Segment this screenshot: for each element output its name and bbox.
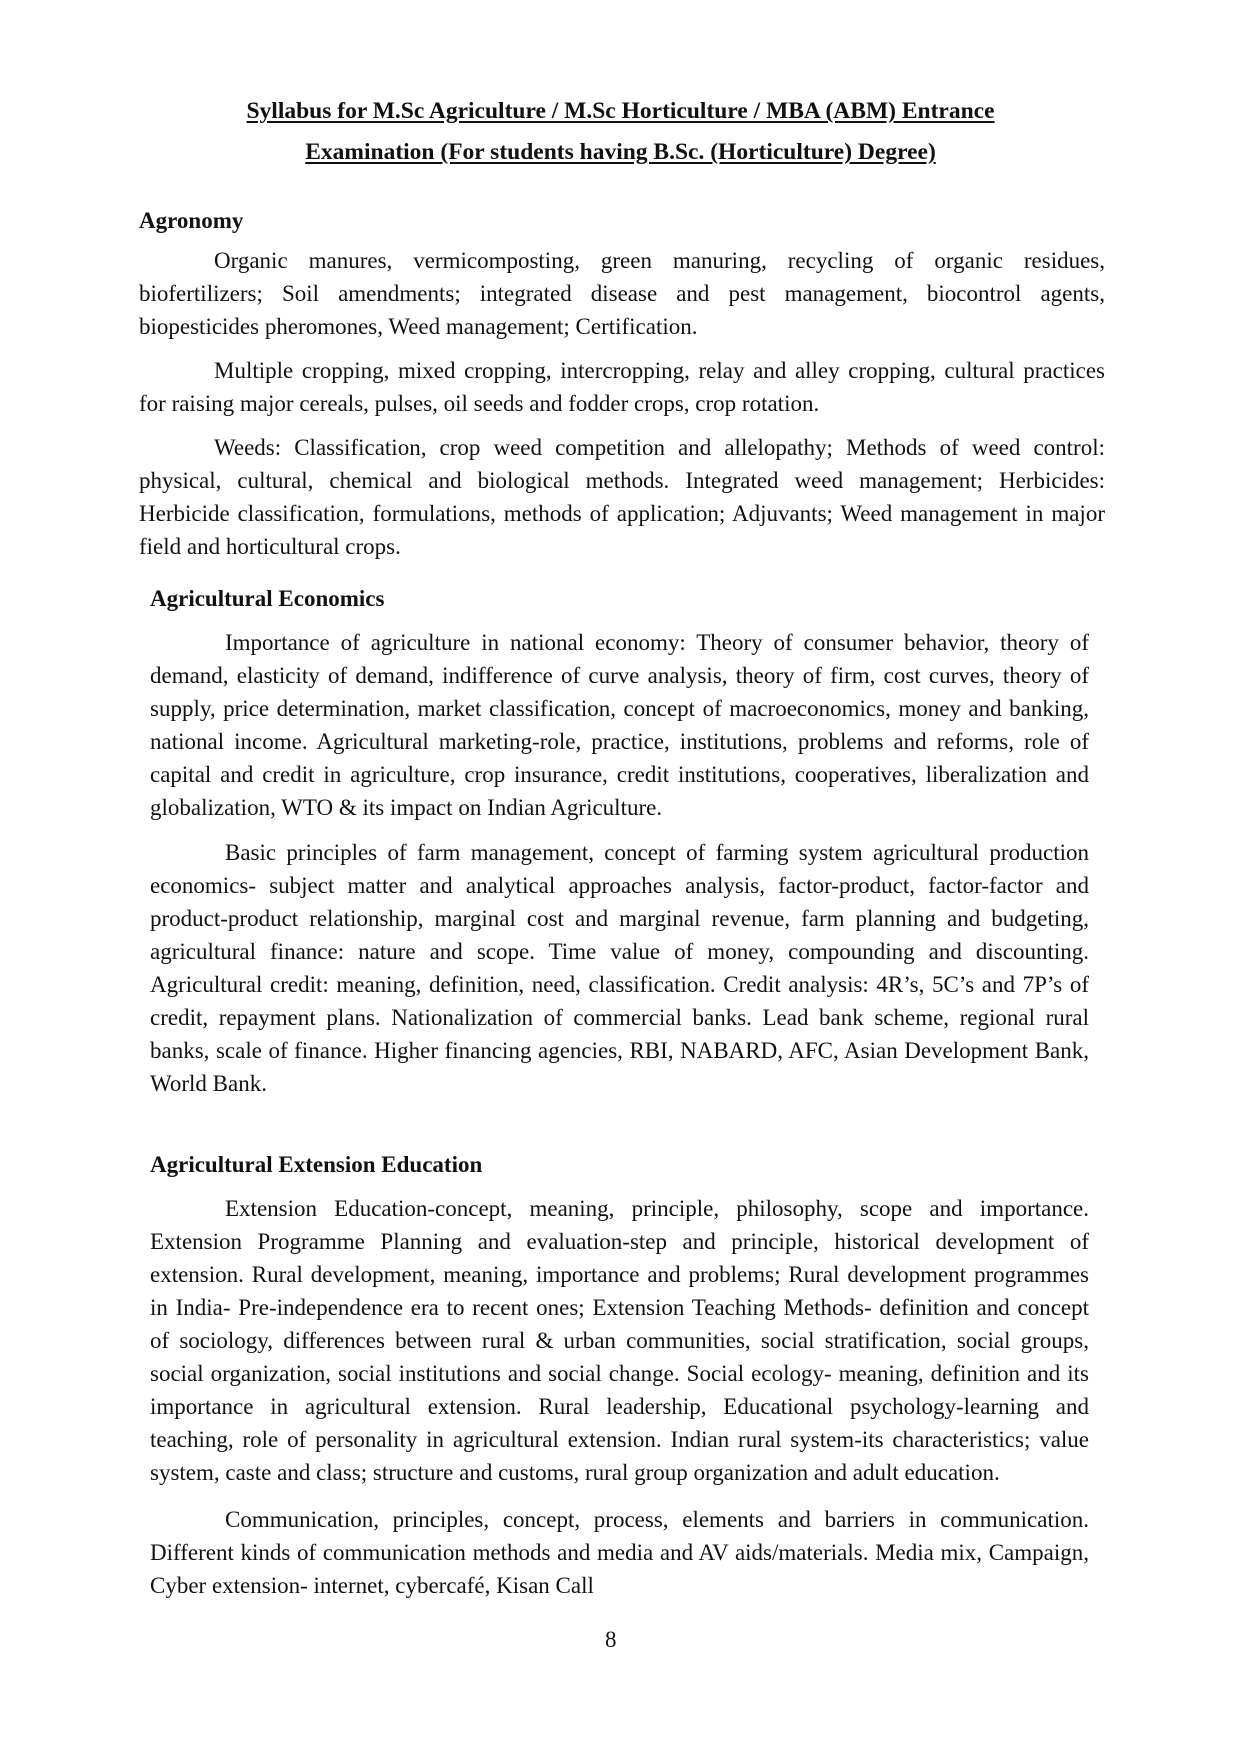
section-agronomy (139, 206, 1105, 574)
section-heading-agronomy: Agronomy (139, 208, 244, 233)
paragraph: Basic principles of farm management, concept of farming system agricultural production economics- subject matter and analytical approaches analysis, factor-product, factor-factor and product-product relationship, marginal cost and marginal revenue, farm planning and budgeting, agricultural finance: nature and scope. Time value of money, compounding and discounting. Agricultural credit: meaning, definition, need, classification. Credit analysis: 4R’s, 5C’s and 7P’s of credit, repayment plans. Nationalization of commercial banks. Lead bank scheme, regional rural banks, scale of finance. Higher financing agencies, RBI, NABARD, AFC, Asian Development Bank, World Bank. (150, 840, 1089, 1096)
paragraph: Organic manures, vermicomposting, green manuring, recycling of organic residues, biofertilizers; Soil amendments; integrated disease and pest management, biocontrol agents, biopesticides pheromones, Weed management; Certification. (139, 248, 1105, 339)
section-agricultural-economics (150, 584, 1089, 1112)
paragraph: Communication, principles, concept, process, elements and barriers in communication. Different kinds of communication methods and media and AV aids/materials. Media mix, Campaign, Cyber extension- internet, cybercafé, Kisan Call (150, 1507, 1089, 1598)
title-line-2: Examination (For students having B.Sc. (Horticulture) Degree) (305, 139, 936, 165)
paragraph: Importance of agriculture in national economy: Theory of consumer behavior, theory of demand, elasticity of demand, indifference of curve analysis, theory of firm, cost curves, theory of supply, price determination, market classification, concept of macroeconomics, money and banking, national income. Agricultural marketing-role, practice, institutions, problems and reforms, role of capital and credit in agriculture, crop insurance, credit institutions, cooperatives, liberalization and globalization, WTO & its impact on Indian Agriculture. (150, 630, 1089, 820)
document-title (0, 91, 1241, 173)
paragraph: Weeds: Classification, crop weed competition and allelopathy; Methods of weed control: physical, cultural, chemical and biological methods. Integrated weed management; Herbicides: Herbicide classification, formulations, methods of application; Adjuvants; Weed management in major field and horticultural crops. (139, 435, 1105, 559)
section-heading-agricultural-extension-education: Agricultural Extension Education (150, 1152, 483, 1177)
section-heading-agricultural-economics: Agricultural Economics (150, 586, 385, 611)
page-number: 8 (605, 1627, 617, 1652)
section-agricultural-extension-education (150, 1150, 1089, 1616)
title-line-1: Syllabus for M.Sc Agriculture / M.Sc Horticulture / MBA (ABM) Entrance (246, 98, 995, 124)
paragraph: Extension Education-concept, meaning, principle, philosophy, scope and importance. Extension Programme Planning and evaluation-step and principle, historical development of extension. Rural development, meaning, importance and problems; Rural development programmes in India- Pre-independence era to recent ones; Extension Teaching Methods- definition and concept of sociology, differences between rural & urban communities, social stratification, social groups, social organization, social institutions and social change. Social ecology- meaning, definition and its importance in agricultural extension. Rural leadership, Educational psychology-learning and teaching, role of personality in agricultural extension. Indian rural system-its characteristics; value system, caste and class; structure and customs, rural group organization and adult education. (150, 1196, 1089, 1485)
paragraph: Multiple cropping, mixed cropping, intercropping, relay and alley cropping, cultural practices for raising major cereals, pulses, oil seeds and fodder crops, crop rotation. (139, 358, 1105, 416)
